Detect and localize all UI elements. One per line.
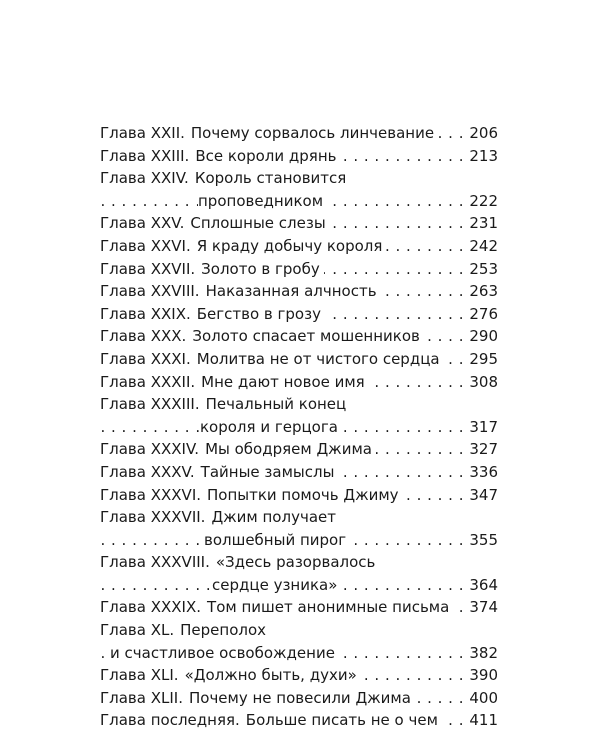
chapter-label: Глава последняя. [100, 711, 240, 730]
chapter-title: Все короли дрянь [195, 146, 337, 165]
toc-entry [100, 461, 498, 484]
chapter-title: Тайные замыслы [200, 462, 335, 481]
chapter-title: «Здесь разорвалось [215, 553, 376, 572]
page-number: 276 [465, 303, 498, 326]
toc-entry [100, 235, 498, 258]
page-number: 253 [465, 258, 498, 281]
chapter-label: Глава XXIII. [100, 146, 190, 165]
toc-entry-continuation [100, 416, 498, 439]
chapter-title: Бегство в грозу [196, 304, 321, 323]
chapter-label: Глава XXXIII. [100, 395, 200, 414]
chapter-label: Глава XXVIII. [100, 282, 200, 301]
toc-entry [100, 303, 498, 326]
page-number: 382 [465, 642, 498, 665]
chapter-title: Золото в гробу [201, 259, 320, 278]
chapter-label: Глава XLI. [100, 666, 179, 685]
page-number: 308 [465, 371, 498, 394]
chapter-label: Глава XXVI. [100, 236, 191, 255]
chapter-label: Глава XXXII. [100, 372, 196, 391]
chapter-label: Глава XXXIV. [100, 440, 200, 459]
chapter-title: волшебный пирог [204, 530, 347, 549]
toc-entry [100, 393, 498, 416]
page-number: 411 [465, 709, 498, 732]
chapter-title: «Должно быть, духи» [184, 666, 357, 685]
chapter-title: Мы ободряем Джима [205, 440, 372, 459]
chapter-label: Глава XXXIX. [100, 598, 202, 617]
chapter-title: Наказанная алчность [205, 282, 377, 301]
toc-entry [100, 551, 498, 574]
chapter-label: Глава XXXVI. [100, 485, 202, 504]
page-number: 231 [465, 212, 498, 235]
toc-entry [100, 325, 498, 348]
chapter-title: Джим получает [211, 508, 336, 527]
page-number: 336 [465, 461, 498, 484]
page-number: 374 [465, 596, 498, 619]
chapter-label: Глава XXV. [100, 214, 185, 233]
page-number: 295 [465, 348, 498, 371]
chapter-title: сердце узника» [212, 575, 338, 594]
toc-entry [100, 167, 498, 190]
chapter-title: Почему сорвалось линчевание [190, 124, 435, 142]
page-number: 222 [465, 190, 498, 213]
chapter-label: Глава XXIX. [100, 304, 191, 323]
chapter-label: Глава XXVII. [100, 259, 196, 278]
chapter-label: Глава XXXI. [100, 349, 191, 368]
chapter-title: Печальный конец [205, 395, 347, 414]
page-number: 355 [465, 529, 498, 552]
toc-entry-continuation [100, 642, 498, 665]
toc-entry [100, 212, 498, 235]
page-number: 364 [465, 574, 498, 597]
toc-entry [100, 687, 498, 710]
page-number: 213 [465, 145, 498, 168]
chapter-title: Сплошные слезы [190, 214, 326, 233]
chapter-title: проповедником [198, 191, 324, 210]
toc-entry [100, 371, 498, 394]
chapter-title: Я краду добычу короля [196, 236, 383, 255]
chapter-label: Глава XXXVIII. [100, 553, 210, 572]
page-number: 390 [465, 664, 498, 687]
table-of-contents [100, 122, 498, 732]
chapter-label: Глава XLII. [100, 688, 183, 707]
chapter-title: Молитва не от чистого сердца [196, 349, 440, 368]
chapter-title: Мне дают новое имя [201, 372, 365, 391]
chapter-label: Глава XXX. [100, 327, 187, 346]
page-number: 263 [465, 280, 498, 303]
chapter-title: Золото спасает мошенников [192, 327, 420, 346]
toc-entry [100, 709, 498, 732]
chapter-title: Том пишет анонимные письма [207, 598, 450, 617]
chapter-title: Король становится [194, 169, 347, 188]
chapter-label: Глава XXIV. [100, 169, 189, 188]
chapter-title: Переполох [180, 621, 267, 640]
toc-entry [100, 664, 498, 687]
toc-entry [100, 484, 498, 507]
toc-entry [100, 145, 498, 168]
chapter-title: и счастливое освобождение [110, 643, 335, 662]
page-number: 242 [465, 235, 498, 258]
chapter-label: Глава XXXV. [100, 462, 195, 481]
page-number: 327 [465, 438, 498, 461]
toc-entry [100, 438, 498, 461]
chapter-title: Больше писать не о чем [245, 711, 438, 730]
page-number: 317 [465, 416, 498, 439]
chapter-title: короля и герцога [200, 417, 338, 436]
chapter-label: Глава XXII. [100, 124, 185, 142]
toc-entry [100, 122, 498, 145]
page-number: 290 [465, 325, 498, 348]
chapter-title: Почему не повесили Джима [188, 688, 411, 707]
toc-entry [100, 348, 498, 371]
page-number: 206 [465, 122, 498, 145]
page-number: 347 [465, 484, 498, 507]
toc-entry [100, 619, 498, 642]
page-number: 400 [465, 687, 498, 710]
toc-entry [100, 506, 498, 529]
chapter-label: Глава XL. [100, 621, 175, 640]
toc-entry-continuation [100, 574, 498, 597]
chapter-label: Глава XXXVII. [100, 508, 206, 527]
toc-entry [100, 258, 498, 281]
toc-entry-continuation [100, 529, 498, 552]
toc-entry [100, 280, 498, 303]
chapter-title: Попытки помочь Джиму [207, 485, 399, 504]
toc-entry [100, 596, 498, 619]
toc-entry-continuation [100, 190, 498, 213]
